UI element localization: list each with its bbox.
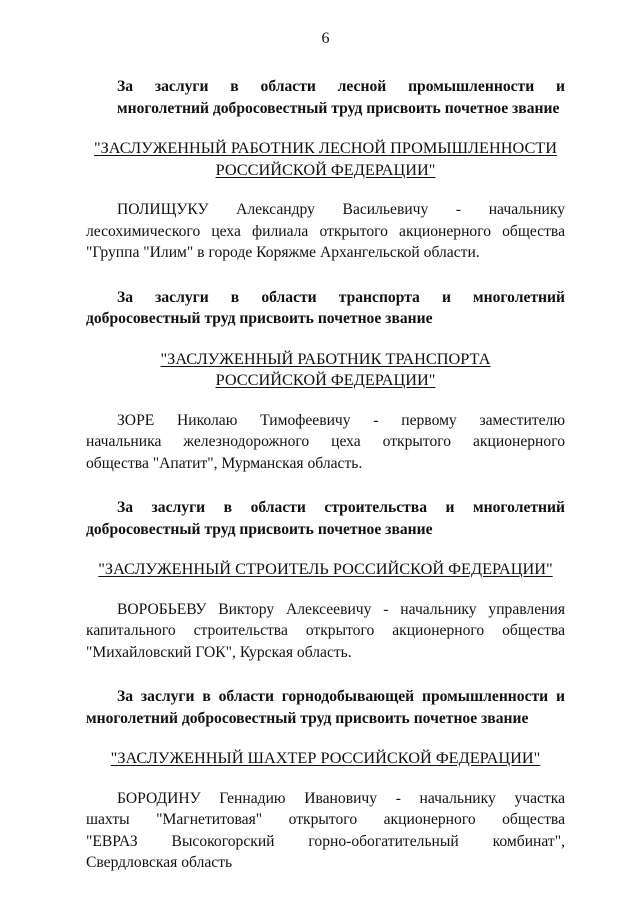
intro-line: добросовестный труд присвоить почетное звание xyxy=(86,520,433,538)
awardee-paragraph xyxy=(86,410,565,475)
intro-line: За заслуги в области строительства и многолетний xyxy=(117,499,565,516)
awardee-line: лесохимического цеха филиала открытого акционерного общества xyxy=(86,222,565,240)
intro-line: За заслуги в области горнодобывающей промышленности и xyxy=(117,688,565,705)
awardee-paragraph xyxy=(86,599,565,664)
title-line: "ЗАСЛУЖЕННЫЙ ШАХТЕР РОССИЙСКОЙ ФЕДЕРАЦИИ" xyxy=(110,748,541,767)
award-section-construction xyxy=(86,497,565,663)
award-intro xyxy=(86,287,565,330)
title-line: "ЗАСЛУЖЕННЫЙ РАБОТНИК ТРАНСПОРТА xyxy=(160,348,491,368)
awardee-line: Свердловская область xyxy=(86,854,233,871)
awardee-line: ВОРОБЬЕВУ Виктору Алексеевичу - начальнику управления xyxy=(117,600,565,618)
awardee-line: ПОЛИЩУКУ Александру Васильевичу - начальнику xyxy=(117,201,565,218)
honorary-title xyxy=(86,137,565,180)
award-section-mining xyxy=(86,686,565,874)
intro-line: многолетний добросовестный труд присвоить почетное звание xyxy=(117,99,560,117)
award-section-transport xyxy=(86,287,565,475)
award-intro xyxy=(86,686,565,729)
awardee-paragraph xyxy=(86,199,565,264)
awardee-line: "Группа "Илим" в городе Коряжме Архангельской области. xyxy=(86,244,480,261)
awardee-line: ЗОРЕ Николаю Тимофеевичу - первому заместителю xyxy=(117,411,565,429)
awardee-line: начальника железнодорожного цеха открытого акционерного xyxy=(86,433,565,450)
awardee-line: общества "Апатит", Мурманская область. xyxy=(86,454,363,472)
title-line: РОССИЙСКОЙ ФЕДЕРАЦИИ" xyxy=(215,159,436,179)
title-line: РОССИЙСКОЙ ФЕДЕРАЦИИ" xyxy=(215,370,436,389)
award-intro xyxy=(86,76,565,119)
page-number: 6 xyxy=(321,30,330,47)
honorary-title xyxy=(86,558,565,580)
title-line: "ЗАСЛУЖЕННЫЙ РАБОТНИК ЛЕСНОЙ ПРОМЫШЛЕННОСТИ xyxy=(93,138,558,157)
award-intro xyxy=(86,497,565,540)
intro-line: многолетний добросовестный труд присвоить почетное звание xyxy=(86,709,529,727)
honorary-title xyxy=(86,348,565,391)
awardee-line: "ЕВРАЗ Высокогорский горно-обогатительный комбинат", xyxy=(86,832,565,850)
awardee-line: шахты "Магнетитовая" открытого акционерного общества xyxy=(86,811,565,828)
intro-line: За заслуги в области лесной промышленности и xyxy=(117,78,565,95)
awardee-line: БОРОДИНУ Геннадию Ивановичу - начальнику участка xyxy=(117,789,565,807)
award-section-forestry xyxy=(86,76,565,264)
honorary-title xyxy=(86,747,565,769)
intro-line: добросовестный труд присвоить почетное звание xyxy=(86,310,433,327)
intro-line: За заслуги в области транспорта и многолетний xyxy=(117,288,565,306)
title-line: "ЗАСЛУЖЕННЫЙ СТРОИТЕЛЬ РОССИЙСКОЙ ФЕДЕРАЦИИ" xyxy=(98,559,553,578)
awardee-line: "Михайловский ГОК", Курская область. xyxy=(86,643,352,661)
awardee-line: капитального строительства открытого акционерного общества xyxy=(86,622,565,639)
awardee-paragraph xyxy=(86,788,565,874)
